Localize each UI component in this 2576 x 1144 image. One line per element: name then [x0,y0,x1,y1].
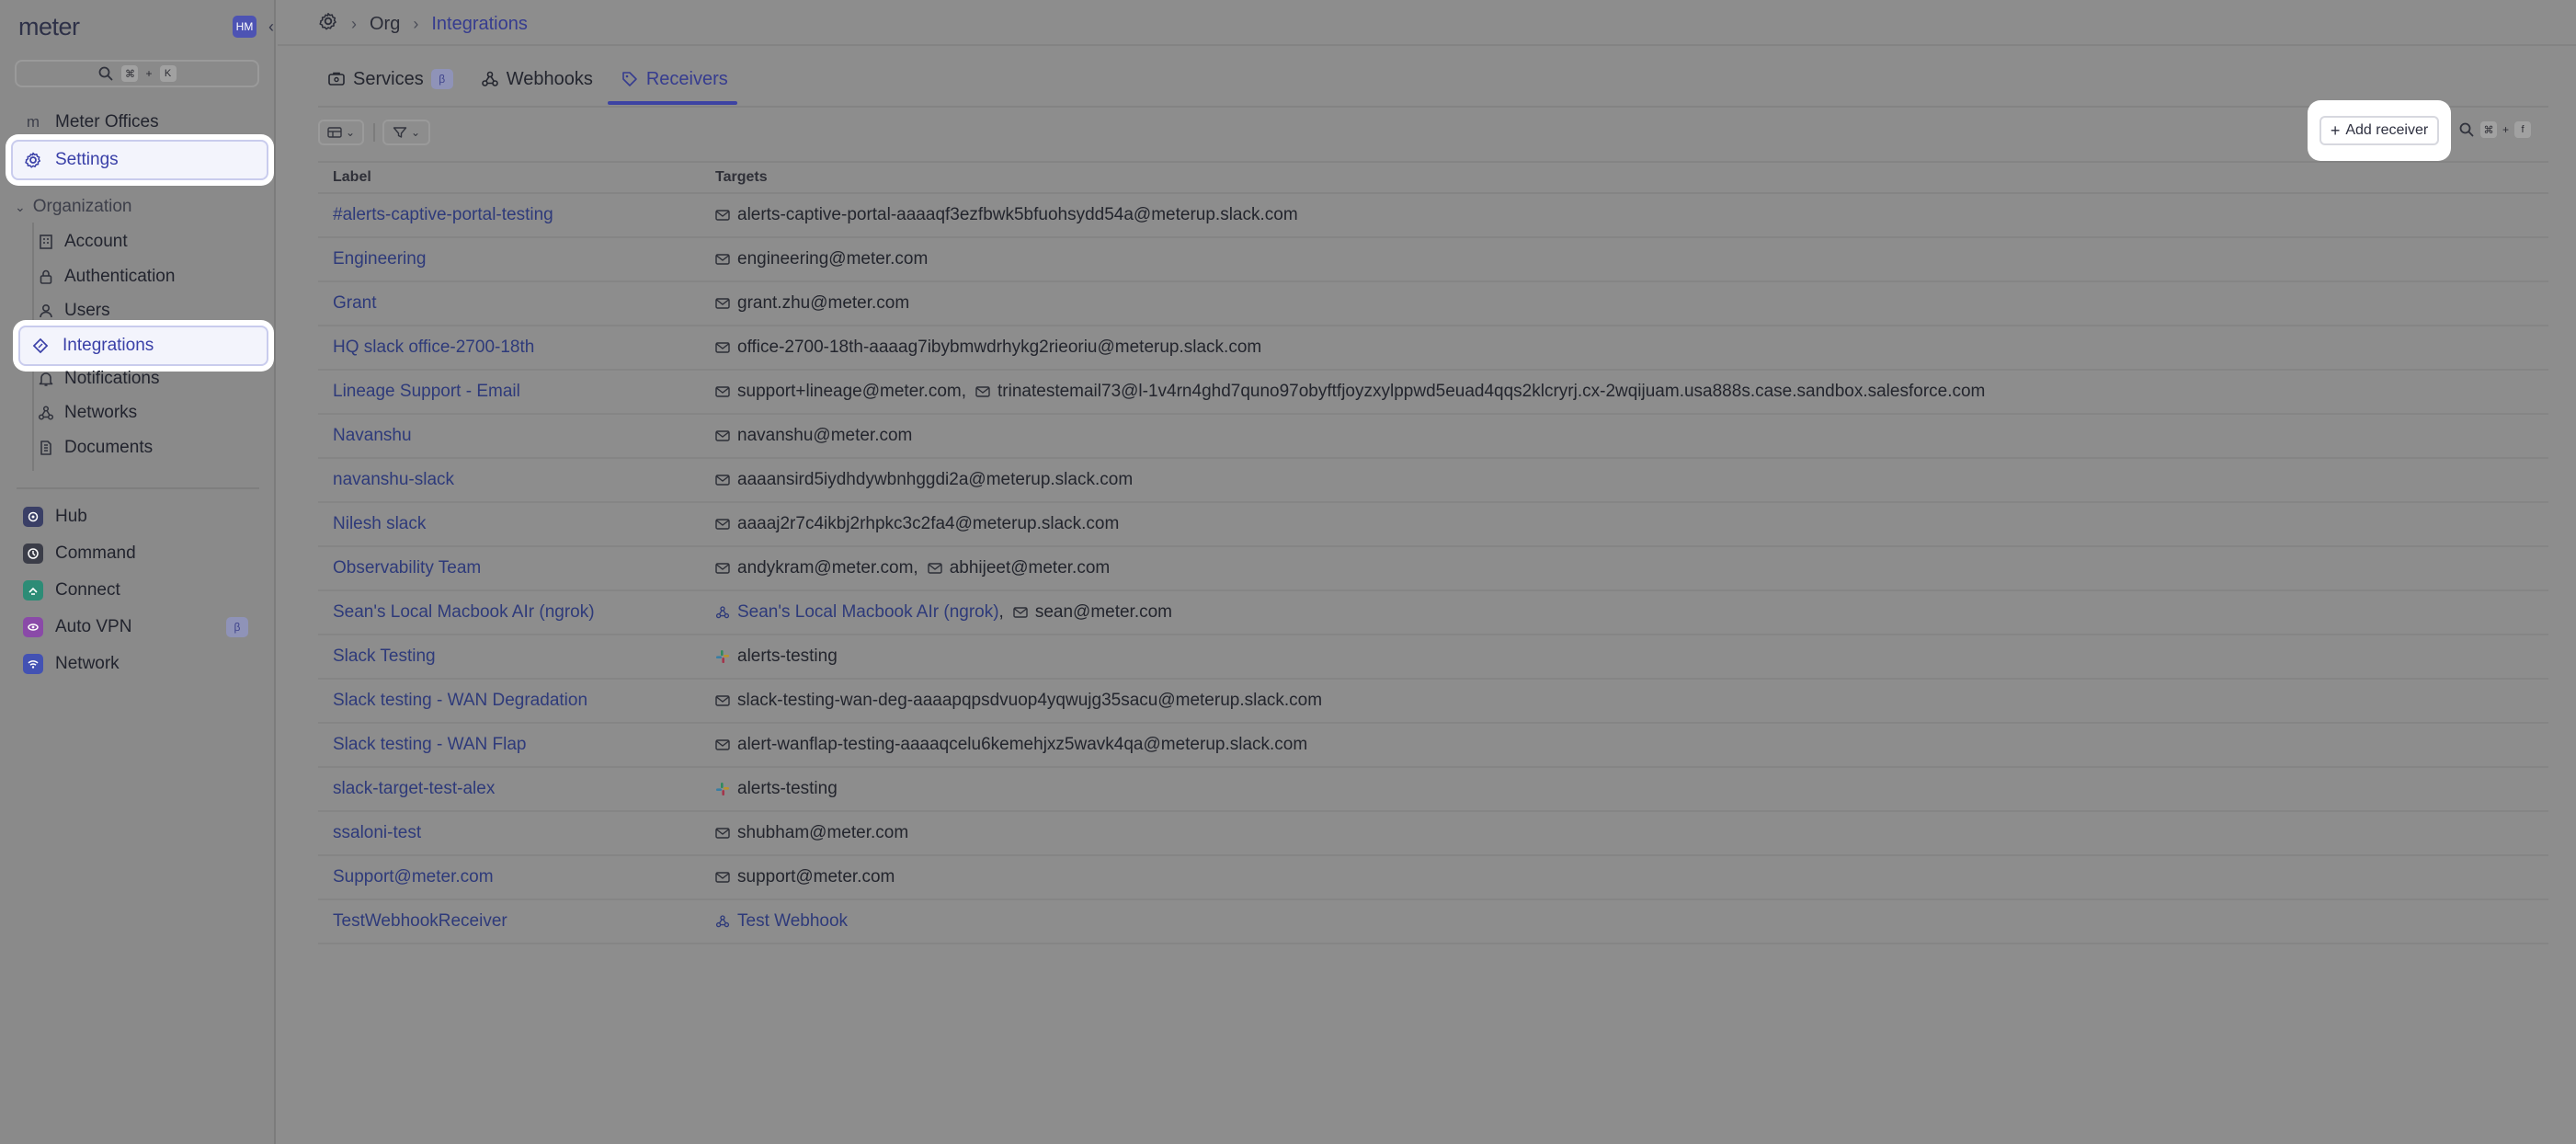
target-text: Sean's Local Macbook AIr (ngrok) [737,602,999,622]
table-row[interactable] [318,194,2548,238]
sidebar-item-label: Integrations [63,336,154,355]
sidebar-app-auto-vpn[interactable] [15,610,265,645]
target-email [715,337,1261,358]
table-row[interactable] [318,326,2548,371]
receiver-label[interactable]: Support@meter.com [333,867,494,887]
target-text: shubham@meter.com [737,823,909,842]
target-webhook[interactable] [715,911,848,932]
table-row[interactable] [318,812,2548,856]
receiver-targets [715,602,2548,623]
receiver-label[interactable]: slack-target-test-alex [333,779,496,798]
receiver-targets [715,205,2548,225]
target-email [1013,602,1172,623]
receiver-label[interactable]: Slack Testing [333,646,436,666]
mail-icon [715,473,730,487]
receiver-label[interactable]: Observability Team [333,558,482,578]
org-name: Meter Offices [55,112,159,132]
target-text: andykram@meter.com [737,558,914,578]
sidebar-search-button[interactable] [15,60,259,87]
target-text: alert-wanflap-testing-aaaaqcelu6kemehjxz5wavk4qa@meterup.slack.com [737,735,1308,754]
target-slack [715,646,838,667]
receiver-targets [715,823,2548,843]
target-email [715,558,913,578]
search-icon [2458,121,2475,138]
table-row[interactable] [318,635,2548,680]
tab-divider [318,106,2548,108]
table-row[interactable] [318,503,2548,547]
receiver-targets [715,514,2548,534]
receiver-label[interactable]: Lineage Support - Email [333,382,520,401]
target-text: support+lineage@meter.com [737,382,962,401]
tag-icon [621,70,639,88]
tab-label: Receivers [645,68,728,89]
table-row[interactable] [318,459,2548,503]
table-row[interactable] [318,680,2548,724]
sidebar-item-authentication[interactable] [26,259,265,294]
sidebar-item-label: Networks [64,403,138,422]
tab-bar [324,61,732,97]
mail-icon [1013,605,1028,620]
breadcrumb-org[interactable]: Org [370,13,401,34]
target-text: alerts-captive-portal-aaaaqf3ezfbwk5bfuohsydd54a@meterup.slack.com [737,205,1298,224]
sidebar-item-account[interactable] [26,224,265,259]
add-receiver-label: Add receiver [2345,122,2429,138]
sidebar-app-network[interactable] [15,646,265,681]
target-text: engineering@meter.com [737,249,929,269]
mail-icon [715,826,730,841]
mail-icon [715,693,730,708]
column-header-targets[interactable]: Targets [715,169,768,185]
workspace-badge[interactable]: HM [233,16,256,38]
target-text: navanshu@meter.com [737,426,913,445]
receiver-targets [715,426,2548,446]
app-label: Hub [55,507,87,526]
table-row[interactable] [318,768,2548,812]
target-text: slack-testing-wan-deg-aaaapqpsdvuop4yqwujg35sacu@meterup.slack.com [737,691,1323,710]
gear-icon [20,151,46,169]
target-separator: , [998,602,1004,622]
search-icon [97,65,114,82]
document-icon [33,440,59,456]
beta-badge: β [431,69,453,89]
table-row[interactable] [318,371,2548,415]
target-text: grant.zhu@meter.com [737,293,910,313]
lock-icon [33,269,59,285]
mail-icon [715,252,730,267]
kbd-plus: + [145,67,153,80]
target-email [715,514,1119,534]
filter-button[interactable] [382,120,430,145]
table-row[interactable] [318,591,2548,635]
column-header-label[interactable]: Label [333,169,371,185]
mail-icon [975,384,990,399]
sidebar-item-networks[interactable] [26,395,265,430]
tab-label: Services [353,68,424,89]
mail-icon [715,340,730,355]
receiver-targets [715,558,2548,578]
receiver-targets [715,470,2548,490]
target-separator: , [913,558,918,578]
target-text: alerts-testing [737,779,838,798]
slack-icon [715,649,730,664]
mail-icon [715,384,730,399]
receiver-targets [715,249,2548,269]
target-email [715,293,909,314]
collapse-sidebar-icon[interactable]: ‹ [268,17,274,36]
target-text: sean@meter.com [1034,602,1173,622]
table-row[interactable] [318,238,2548,282]
diamond-icon [28,337,53,354]
receiver-targets [715,911,2548,932]
receiver-targets [715,779,2548,799]
webhook-icon [715,605,730,620]
kbd-cmd: ⌘ [121,65,138,82]
mail-icon [715,296,730,311]
plus-icon: + [2330,120,2341,140]
receiver-targets [715,293,2548,314]
receivers-table [318,161,2548,944]
receiver-label[interactable]: Nilesh slack [333,514,427,533]
sidebar [0,0,276,1144]
wifi-icon [23,654,43,674]
sidebar-app-command[interactable] [15,536,265,571]
target-email [975,382,1985,402]
meter-logo[interactable]: meter [18,13,80,40]
table-row[interactable] [318,415,2548,459]
target-text: abhijeet@meter.com [949,558,1111,578]
mail-icon [715,738,730,752]
org-initial-icon: m [26,113,40,131]
webhook-icon [715,914,730,929]
sidebar-item-label: Documents [64,438,154,457]
receiver-targets [715,735,2548,755]
mail-icon [715,429,730,443]
kbd-cmd: ⌘ [2480,121,2497,138]
target-webhook[interactable] [715,602,999,623]
table-row[interactable] [318,724,2548,768]
app-label: Command [55,543,136,563]
target-text: trinatestemail73@l-1v4rn4ghd7quno97obyftfjoyzxylppwd5euad4qqs2klcryrj.cx-2wqijuam.usa888s.case.sandbox.salesforce.com [997,382,1986,401]
receiver-label[interactable]: Sean's Local Macbook AIr (ngrok) [333,602,595,622]
target-email [715,735,1307,755]
table-row[interactable] [318,547,2548,591]
tab-services[interactable] [324,61,457,97]
target-text: aaaaj2r7c4ikbj2rhpkc3c2fa4@meterup.slack.com [737,514,1120,533]
target-email [928,558,1111,578]
table-icon [327,126,342,139]
receiver-label[interactable]: Slack testing - WAN Flap [333,735,527,754]
webhook-icon [481,70,499,88]
target-slack [715,779,838,799]
mail-icon [715,517,730,532]
table-row[interactable] [318,856,2548,900]
sidebar-item-label: Users [64,301,110,320]
organization-section-label: Organization [32,197,132,216]
receiver-label[interactable]: TestWebhookReceiver [333,911,507,931]
app-label: Network [55,654,120,673]
settings-label: Settings [55,150,119,169]
mail-icon [715,561,730,576]
sidebar-item-settings[interactable] [6,134,274,186]
target-email [715,205,1298,225]
receiver-label[interactable]: Grant [333,293,377,313]
filter-icon [393,126,407,139]
command-icon [23,543,43,564]
target-separator: , [961,382,967,401]
sidebar-item-documents[interactable] [26,430,265,465]
services-icon [327,71,346,87]
tab-webhooks[interactable] [477,61,597,97]
target-text: Test Webhook [737,911,849,931]
target-email [715,867,895,887]
sidebar-app-connect[interactable] [15,573,265,608]
table-header [318,161,2548,194]
sidebar-item-notifications[interactable] [26,361,265,396]
mail-icon [715,208,730,223]
table-row[interactable] [318,900,2548,944]
user-icon [33,303,59,319]
app-label: Connect [55,580,120,600]
mail-icon [928,561,942,576]
sidebar-item-label: Authentication [64,267,176,286]
hub-icon [23,507,43,527]
add-receiver-highlight [2308,100,2451,161]
target-email [715,470,1133,490]
slack-icon [715,782,730,796]
target-email [715,691,1322,711]
view-options-button[interactable] [318,120,364,145]
receiver-label[interactable]: #alerts-captive-portal-testing [333,205,553,224]
receiver-label[interactable]: Navanshu [333,426,412,445]
breadcrumb-current: Integrations [431,13,528,34]
tab-receivers[interactable] [617,61,732,97]
tab-label: Webhooks [506,68,593,89]
kbd-f: f [2514,121,2531,138]
receiver-label[interactable]: ssaloni-test [333,823,422,842]
beta-badge: β [226,617,248,637]
sidebar-app-hub[interactable] [15,499,265,534]
chevron-down-icon: ⌄ [410,126,421,139]
table-search-button[interactable] [2458,121,2531,138]
sidebar-divider [17,487,259,489]
chevron-down-icon: ⌄ [15,199,26,214]
organization-section-toggle[interactable] [15,197,131,217]
target-email [715,249,928,269]
target-email [715,382,962,402]
receiver-targets [715,646,2548,667]
kbd-k: K [160,65,177,82]
auto-vpn-icon [23,617,43,637]
target-text: alerts-testing [737,646,838,666]
connect-icon [23,580,43,601]
receiver-targets [715,867,2548,887]
target-text: aaaansird5iydhdywbnhggdi2a@meterup.slack.com [737,470,1134,489]
sidebar-item-label: Notifications [64,369,160,388]
receiver-label[interactable]: navanshu-slack [333,470,455,489]
gear-icon[interactable] [318,11,338,37]
mail-icon [715,870,730,885]
breadcrumb [318,11,528,37]
app-label: Auto VPN [55,617,132,636]
receiver-targets [715,382,2548,402]
network-icon [33,405,59,421]
target-text: office-2700-18th-aaaag7ibybmwdrhykg2rieoriu@meterup.slack.com [737,337,1262,357]
receiver-targets [715,691,2548,711]
building-icon [33,234,59,250]
chevron-right-icon: › [351,14,357,33]
target-text: support@meter.com [737,867,895,887]
kbd-plus: + [2502,123,2510,136]
chevron-right-icon: › [413,14,419,33]
target-email [715,426,912,446]
sidebar-item-label: Account [64,232,128,251]
header-divider [278,44,2576,46]
table-row[interactable] [318,282,2548,326]
target-email [715,823,908,843]
receiver-label[interactable]: Engineering [333,249,427,269]
receiver-label[interactable]: HQ slack office-2700-18th [333,337,535,357]
receiver-label[interactable]: Slack testing - WAN Degradation [333,691,588,710]
toolbar-divider [373,123,375,142]
table-body [318,194,2548,944]
bell-icon [33,371,59,387]
chevron-down-icon: ⌄ [345,126,356,139]
add-receiver-button[interactable] [2320,116,2439,145]
receiver-targets [715,337,2548,358]
